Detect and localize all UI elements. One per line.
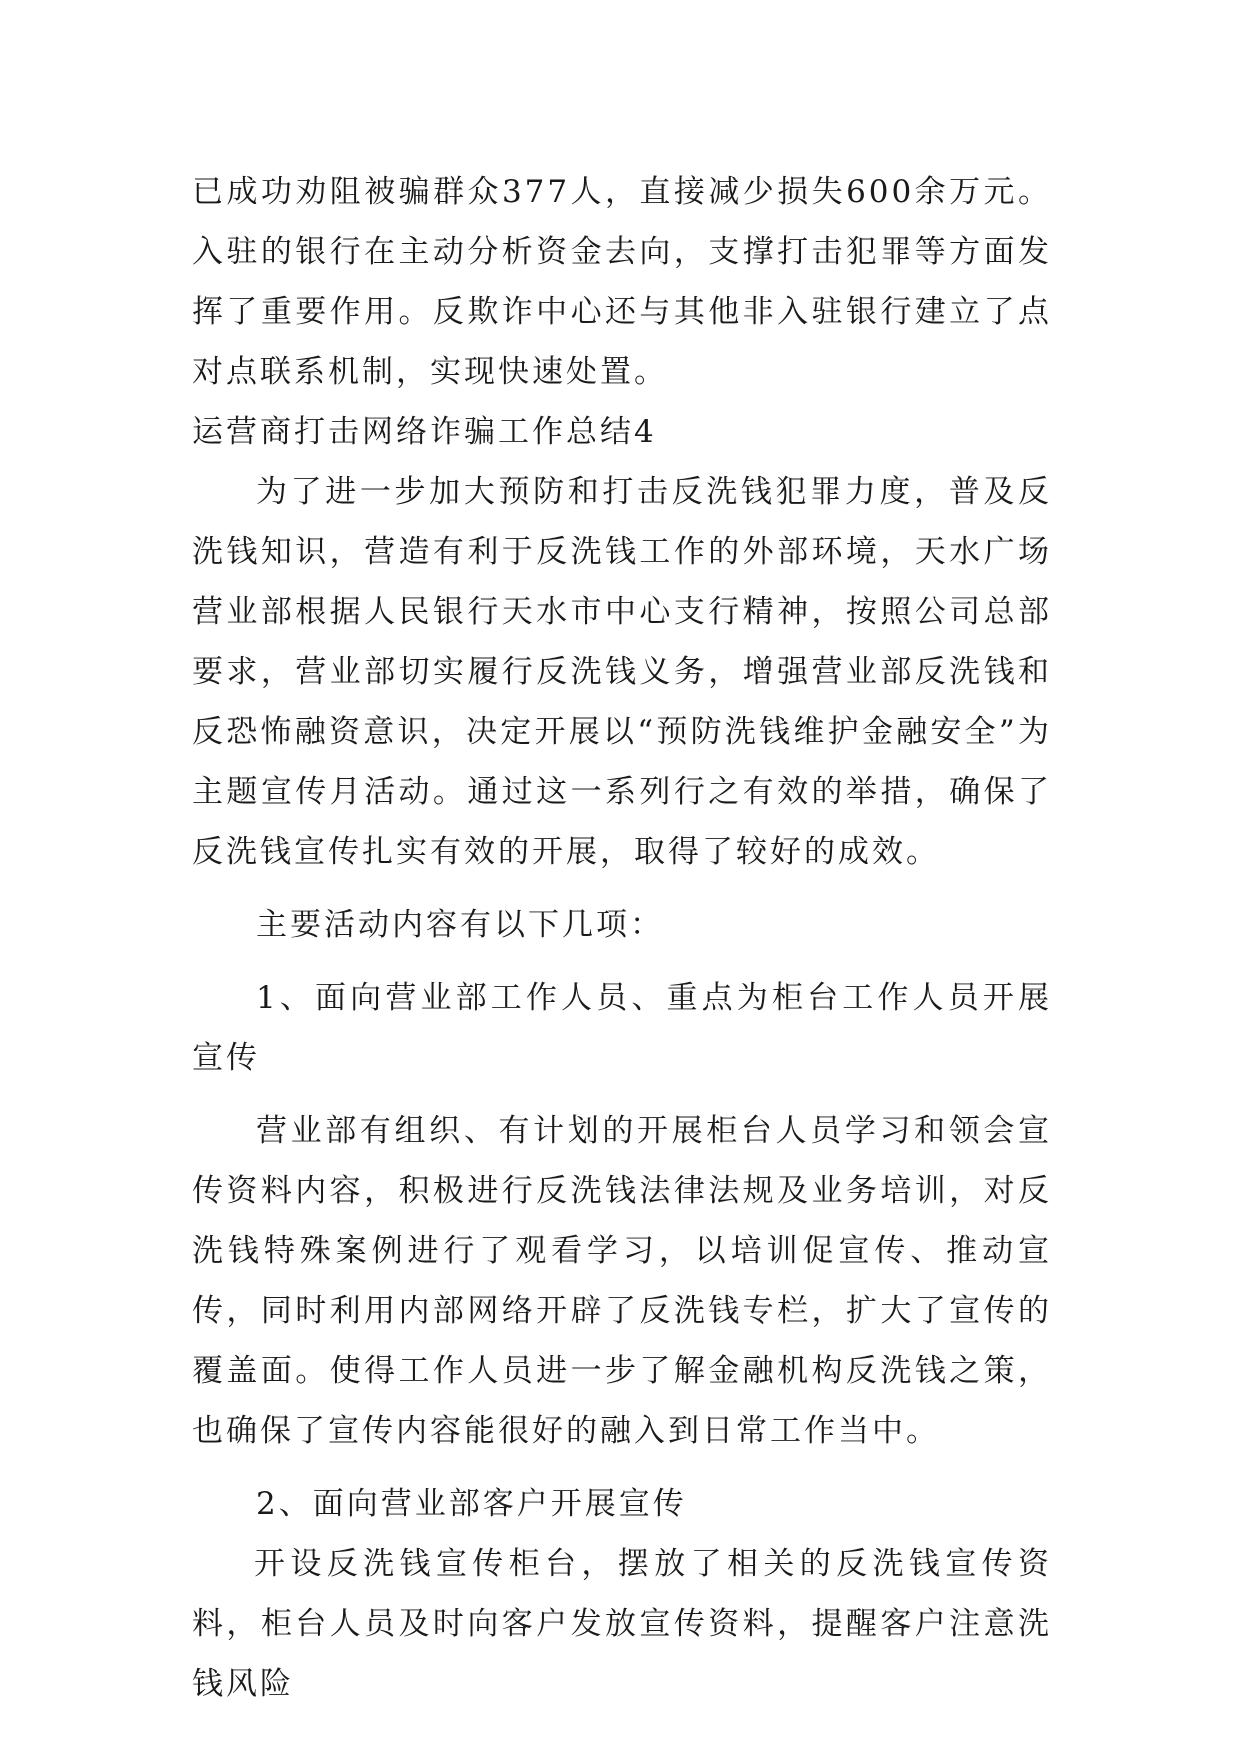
paragraph-staff-training: 营业部有组织、有计划的开展柜台人员学习和领会宣传资料内容，积极进行反洗钱法律法规及业务培训，对反洗钱特殊案例进行了观看学习，以培训促宣传、推动宣传，同时利用内部网络开辟了反洗钱专栏，扩大了宣传的覆盖面。使得工作人员进一步了解金融机构反洗钱之策，也确保了宣传内容能很好的融入到日常工作当中。 (192, 1113, 1052, 1449)
document-body (192, 162, 1052, 1714)
paragraph-fraud-prevention-result: 已成功劝阻被骗群众377人，直接减少损失600余万元。入驻的银行在主动分析资金去向，支撑打击犯罪等方面发挥了重要作用。反欺诈中心还与其他非入驻银行建立了点对点联系机制，实现快速处置。 (192, 174, 1052, 390)
paragraph-introduction: 为了进一步加大预防和打击反洗钱犯罪力度，普及反洗钱知识，营造有利于反洗钱工作的外部环境，天水广场营业部根据人民银行天水市中心支行精神，按照公司总部要求，营业部切实履行反洗钱义务，增强营业部反洗钱和反恐怖融资意识，决定开展以“预防洗钱维护金融安全”为主题宣传月活动。通过这一系列行之有效的举措，确保了反洗钱宣传扎实有效的开展，取得了较好的成效。 (192, 474, 1052, 870)
paragraph-customer-outreach: 开设反洗钱宣传柜台，摆放了相关的反洗钱宣传资料，柜台人员及时向客户发放宣传资料，提醒客户注意洗钱风险 (192, 1546, 1052, 1702)
section-heading: 运营商打击网络诈骗工作总结4 (192, 414, 657, 450)
list-item-heading-1: 1、面向营业部工作人员、重点为柜台工作人员开展宣传 (192, 980, 1052, 1076)
list-item-heading-2: 2、面向营业部客户开展宣传 (256, 1486, 687, 1522)
paragraph-activities-intro: 主要活动内容有以下几项： (256, 907, 664, 943)
